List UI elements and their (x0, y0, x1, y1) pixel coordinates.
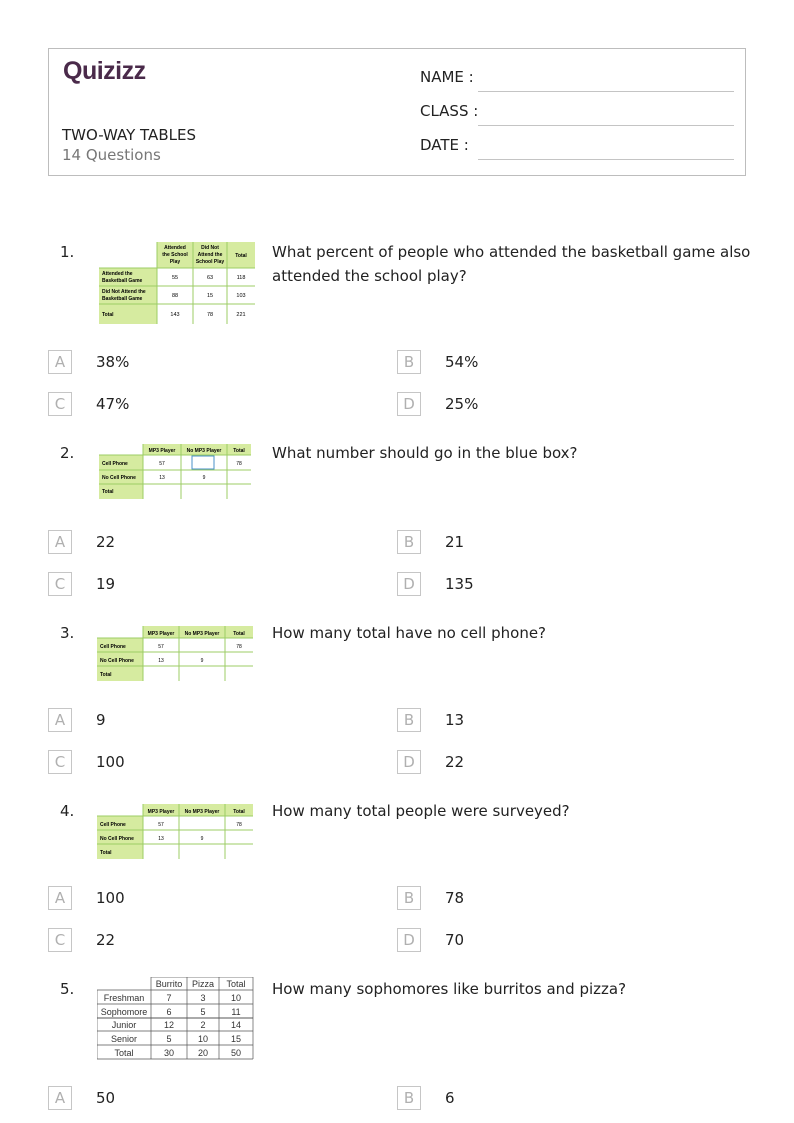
svg-text:78: 78 (206, 312, 214, 318)
svg-text:2: 2 (200, 1020, 206, 1030)
date-label: DATE : (420, 136, 469, 154)
svg-text:Total: Total (102, 312, 114, 318)
svg-text:Total: Total (235, 253, 247, 259)
svg-text:103: 103 (236, 293, 246, 299)
option-b-text[interactable]: 21 (445, 533, 465, 551)
option-b-text[interactable]: 54% (445, 353, 479, 371)
class-label: CLASS : (420, 102, 479, 120)
option-b-box[interactable]: B (397, 886, 421, 910)
worksheet-title: TWO-WAY TABLES (62, 126, 196, 144)
option-d-text[interactable]: 135 (445, 575, 474, 593)
option-c-box[interactable]: C (48, 750, 72, 774)
svg-text:6: 6 (166, 1007, 172, 1017)
svg-text:78: 78 (236, 644, 242, 650)
option-b-box[interactable]: B (397, 708, 421, 732)
svg-text:Total: Total (233, 448, 245, 454)
option-a-text[interactable]: 50 (96, 1089, 116, 1107)
svg-text:Attended the: Attended the (102, 271, 133, 277)
svg-text:14: 14 (230, 1020, 242, 1030)
svg-text:MP3 Player: MP3 Player (147, 631, 175, 637)
svg-text:12: 12 (163, 1020, 175, 1030)
svg-text:10: 10 (197, 1034, 209, 1044)
two-way-table-image (97, 977, 255, 1060)
worksheet-header (48, 48, 746, 176)
name-line (478, 91, 734, 92)
svg-text:11: 11 (231, 1007, 241, 1017)
svg-text:No Cell Phone: No Cell Phone (100, 836, 134, 842)
option-a-box[interactable]: A (48, 1086, 72, 1110)
svg-text:Basketball Game: Basketball Game (102, 296, 143, 302)
question-number: 5. (60, 980, 75, 998)
svg-text:Total: Total (233, 631, 245, 637)
svg-text:Cell Phone: Cell Phone (100, 644, 126, 650)
svg-text:20: 20 (197, 1048, 209, 1058)
option-b-text[interactable]: 78 (445, 889, 465, 907)
date-line (478, 159, 734, 160)
svg-text:No MP3 Player: No MP3 Player (184, 631, 220, 637)
svg-text:78: 78 (236, 461, 242, 467)
svg-text:55: 55 (171, 275, 179, 281)
svg-text:118: 118 (236, 275, 246, 281)
question-number: 1. (60, 243, 75, 261)
option-b-text[interactable]: 6 (445, 1089, 455, 1107)
svg-text:57: 57 (158, 644, 164, 650)
svg-text:9: 9 (202, 475, 206, 481)
question-number: 3. (60, 624, 75, 642)
svg-text:Total: Total (114, 1048, 134, 1058)
svg-text:63: 63 (206, 275, 214, 281)
question-number: 4. (60, 802, 75, 820)
option-d-text[interactable]: 70 (445, 931, 465, 949)
svg-text:No MP3 Player: No MP3 Player (186, 448, 222, 454)
svg-text:Total: Total (226, 979, 246, 989)
svg-text:Total: Total (102, 489, 114, 495)
svg-text:15: 15 (206, 293, 214, 299)
svg-text:No MP3 Player: No MP3 Player (184, 809, 220, 815)
svg-text:13: 13 (158, 658, 164, 664)
svg-text:Freshman: Freshman (103, 993, 145, 1003)
option-c-text[interactable]: 22 (96, 931, 116, 949)
svg-text:50: 50 (230, 1048, 242, 1058)
option-a-box[interactable]: A (48, 350, 72, 374)
svg-text:221: 221 (236, 312, 246, 318)
option-a-text[interactable]: 22 (96, 533, 116, 551)
option-a-box[interactable]: A (48, 886, 72, 910)
question-text: How many total people were surveyed? (272, 802, 570, 820)
two-way-table-image (97, 626, 253, 681)
svg-text:Total: Total (100, 672, 112, 678)
svg-text:Attended: Attended (164, 245, 186, 251)
svg-text:Sophomore: Sophomore (100, 1007, 148, 1017)
class-line (478, 125, 734, 126)
option-a-box[interactable]: A (48, 530, 72, 554)
svg-text:13: 13 (159, 475, 165, 481)
option-d-text[interactable]: 25% (445, 395, 479, 413)
quizizz-logo: Quizizz (63, 57, 146, 85)
option-a-text[interactable]: 100 (96, 889, 125, 907)
svg-text:the School: the School (162, 252, 188, 258)
option-b-box[interactable]: B (397, 350, 421, 374)
two-way-table-image (99, 444, 251, 499)
svg-text:13: 13 (158, 836, 164, 842)
svg-text:5: 5 (200, 1007, 206, 1017)
svg-text:7: 7 (166, 993, 172, 1003)
svg-text:MP3 Player: MP3 Player (147, 809, 175, 815)
svg-text:MP3 Player: MP3 Player (148, 448, 176, 454)
svg-text:9: 9 (200, 836, 204, 842)
option-b-text[interactable]: 13 (445, 711, 465, 729)
svg-text:Did Not: Did Not (201, 245, 219, 251)
svg-text:Attend the: Attend the (197, 252, 223, 258)
option-c-text[interactable]: 19 (96, 575, 116, 593)
svg-text:Junior: Junior (111, 1020, 137, 1030)
svg-text:Basketball Game: Basketball Game (102, 278, 143, 284)
two-way-table-image (99, 242, 255, 324)
svg-text:Total: Total (100, 850, 112, 856)
two-way-table-image (97, 804, 253, 859)
option-c-text[interactable]: 100 (96, 753, 125, 771)
svg-text:9: 9 (200, 658, 204, 664)
svg-text:Did Not Attend the: Did Not Attend the (102, 289, 146, 295)
option-c-box[interactable]: C (48, 392, 72, 416)
name-label: NAME : (420, 68, 474, 86)
option-d-box[interactable]: D (397, 750, 421, 774)
svg-text:30: 30 (163, 1048, 175, 1058)
option-c-text[interactable]: 47% (96, 395, 130, 413)
svg-text:15: 15 (230, 1034, 242, 1044)
name-field[interactable] (420, 68, 740, 92)
svg-text:57: 57 (158, 822, 164, 828)
svg-text:Burrito: Burrito (155, 979, 183, 989)
svg-text:School Play: School Play (195, 259, 225, 265)
svg-text:3: 3 (200, 993, 206, 1003)
svg-text:Pizza: Pizza (191, 979, 215, 989)
option-d-box[interactable]: D (397, 572, 421, 596)
svg-text:143: 143 (170, 312, 180, 318)
svg-text:88: 88 (171, 293, 179, 299)
question-text: How many sophomores like burritos and pizza? (272, 980, 627, 998)
option-a-box[interactable]: A (48, 708, 72, 732)
svg-text:Total: Total (233, 809, 245, 815)
option-a-text[interactable]: 9 (96, 711, 106, 729)
svg-text:No Cell Phone: No Cell Phone (100, 658, 134, 664)
option-c-box[interactable]: C (48, 572, 72, 596)
date-field[interactable] (420, 136, 740, 160)
svg-text:57: 57 (159, 461, 165, 467)
svg-text:Senior: Senior (110, 1034, 138, 1044)
svg-text:Cell Phone: Cell Phone (102, 461, 128, 467)
option-b-box[interactable]: B (397, 1086, 421, 1110)
svg-text:5: 5 (166, 1034, 172, 1044)
option-b-box[interactable]: B (397, 530, 421, 554)
question-text: What percent of people who attended the basketball game also attended the school play? (272, 243, 751, 285)
option-d-box[interactable]: D (397, 392, 421, 416)
option-d-text[interactable]: 22 (445, 753, 465, 771)
option-c-box[interactable]: C (48, 928, 72, 952)
option-a-text[interactable]: 38% (96, 353, 130, 371)
svg-text:10: 10 (230, 993, 242, 1003)
question-number: 2. (60, 444, 75, 462)
svg-text:78: 78 (236, 822, 242, 828)
class-field[interactable] (420, 102, 740, 126)
question-text: How many total have no cell phone? (272, 624, 547, 642)
question-count: 14 Questions (62, 146, 161, 164)
svg-text:Play: Play (169, 259, 181, 265)
svg-text:Cell Phone: Cell Phone (100, 822, 126, 828)
question-text: What number should go in the blue box? (272, 444, 578, 462)
svg-text:No Cell Phone: No Cell Phone (102, 475, 136, 481)
option-d-box[interactable]: D (397, 928, 421, 952)
